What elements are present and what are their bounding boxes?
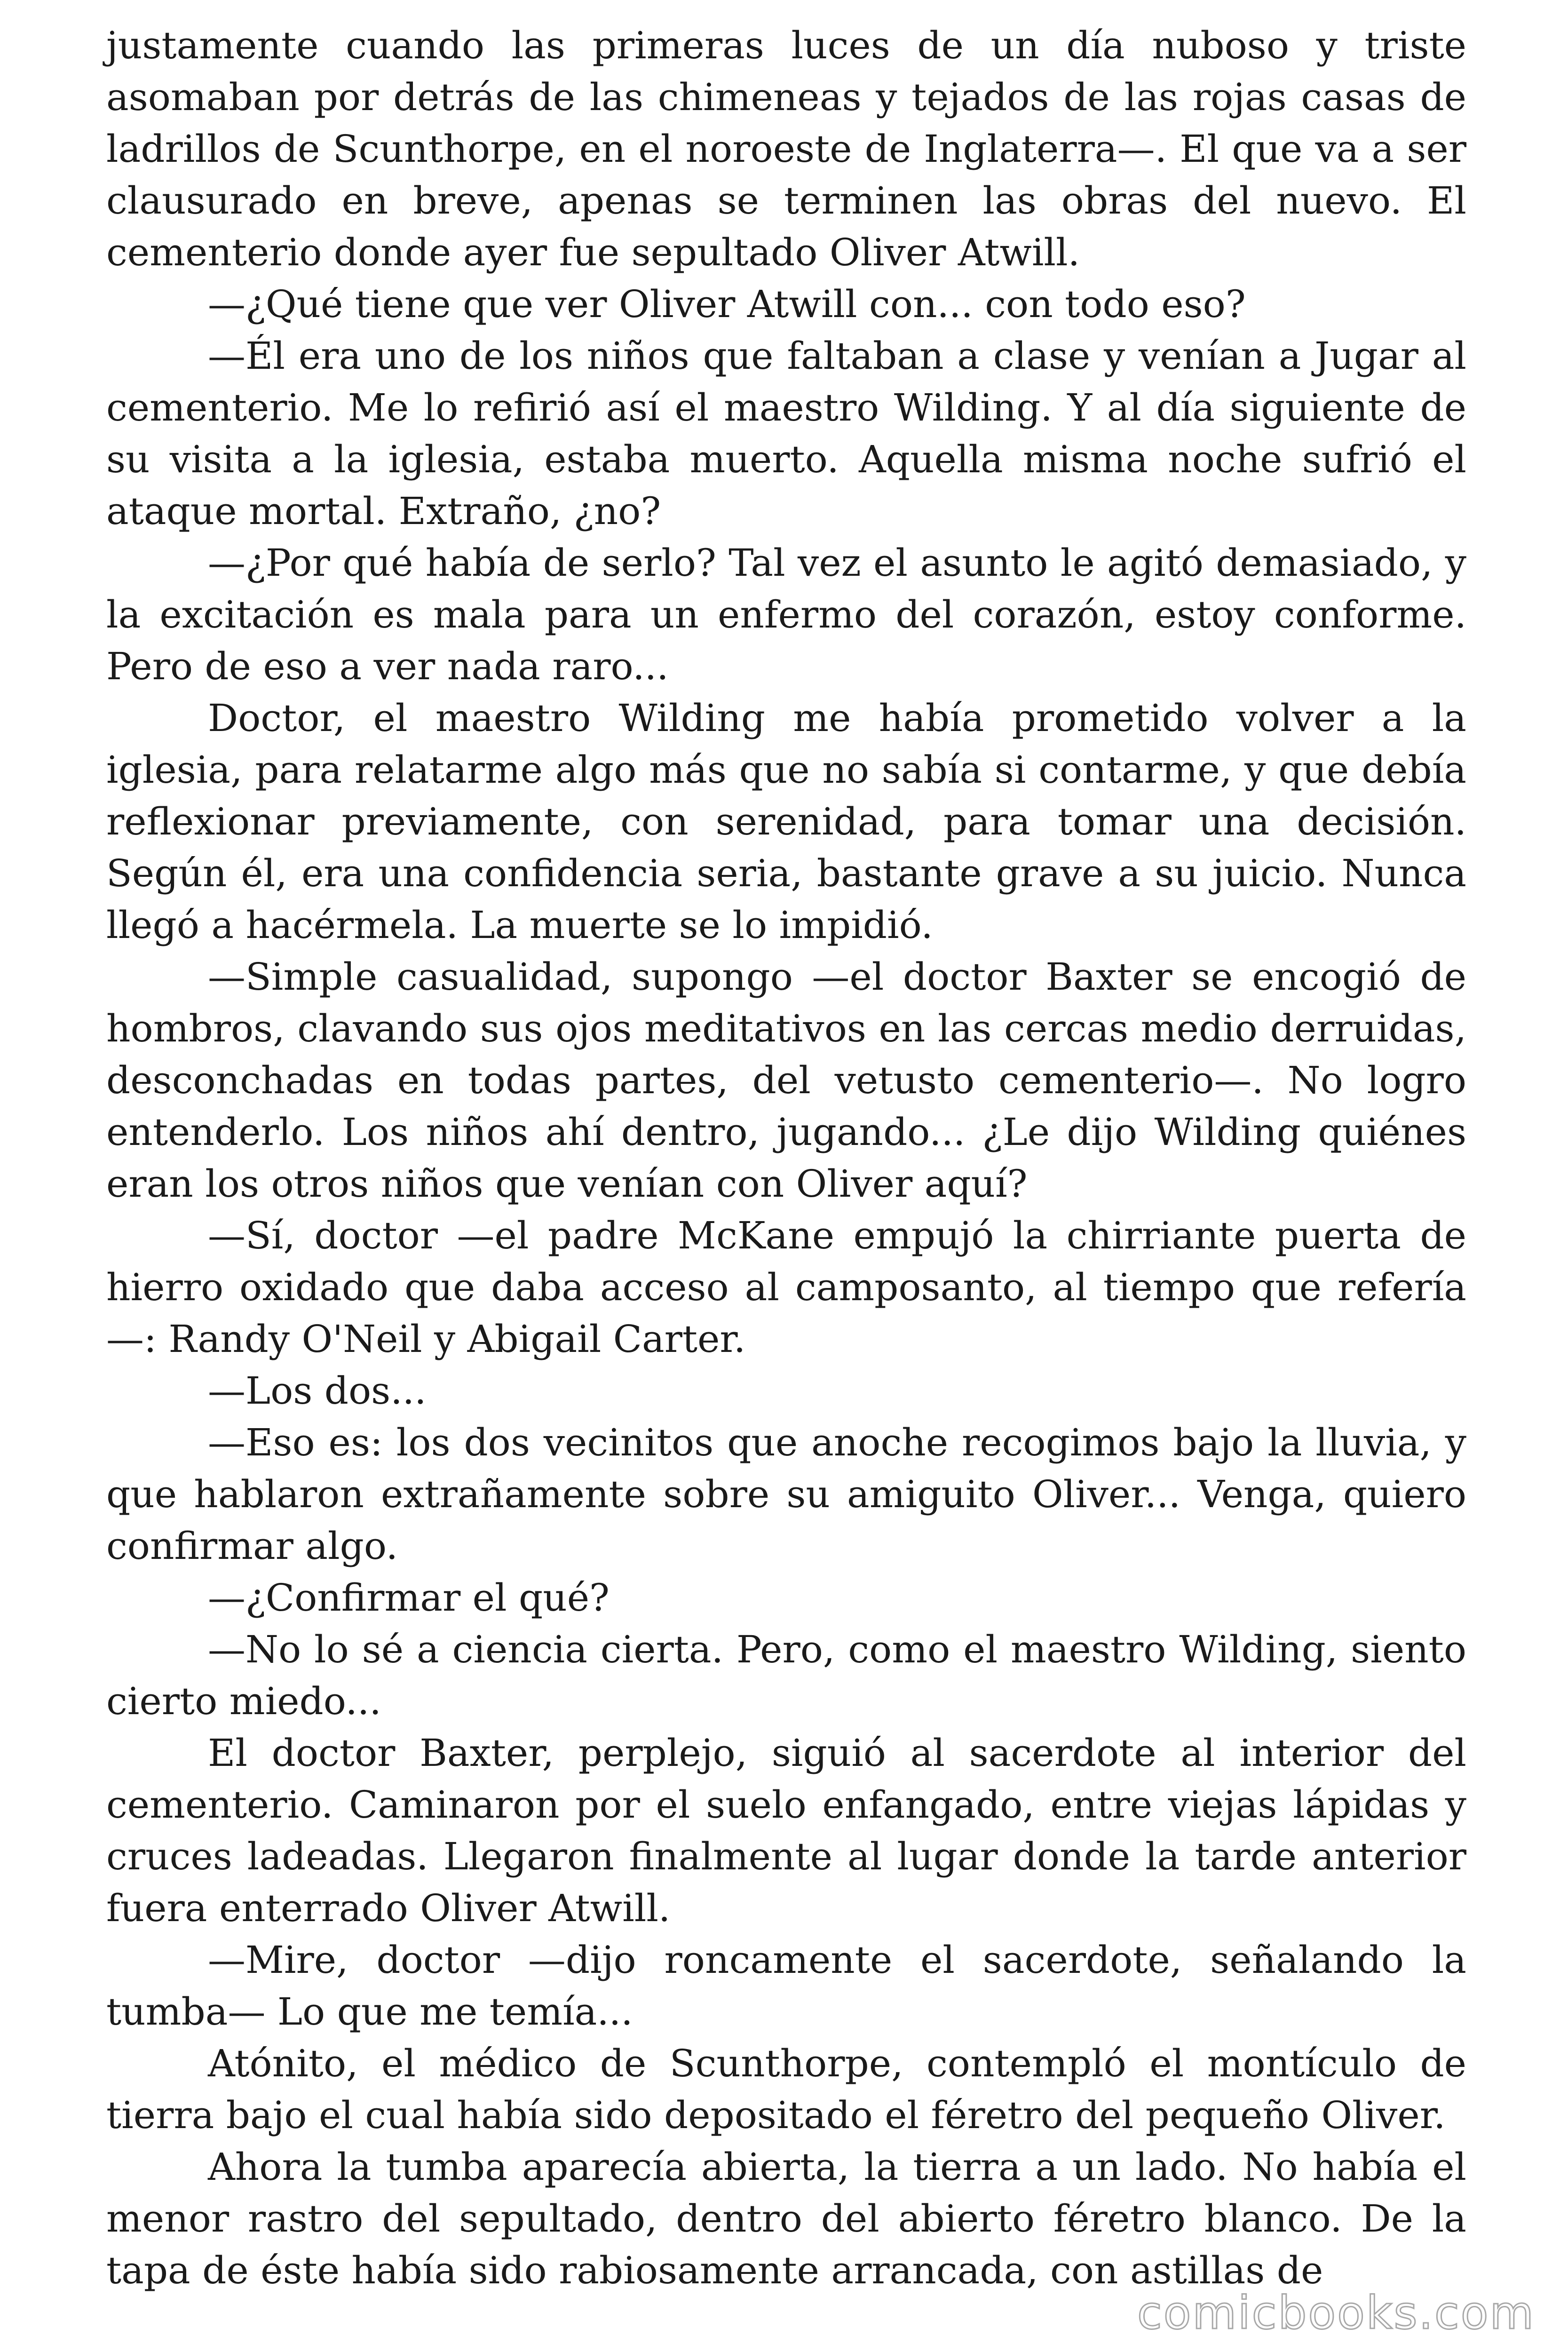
paragraph-9: —Eso es: los dos vecinitos que anoche recogimos bajo la lluvia, y que hablaron extrañamente sobre su amiguito Oliver... Venga, quiero confirmar algo. (106, 1421, 1466, 1568)
paragraph-10: —¿Confirmar el qué? (208, 1576, 610, 1620)
paragraph-15: Ahora la tumba aparecía abierta, la tierra a un lado. No había el menor rastro del sepultado, dentro del abierto féretro blanco. De la tapa de éste había sido rabiosamente arrancada, con astillas de (106, 2145, 1466, 2292)
paragraph-12: El doctor Baxter, perplejo, siguió al sacerdote al interior del cementerio. Caminaron por el suelo enfangado, entre viejas lápidas y cruces ladeadas. Llegaron finalmente al lugar donde la tarde anterior fuera enterrado Oliver Atwill. (106, 1731, 1466, 1930)
paragraph-5: Doctor, el maestro Wilding me había prometido volver a la iglesia, para relatarme algo más que no sabía si contarme, y que debía reflexionar previamente, con serenidad, para tomar una decisión. Según él, era una confidencia seria, bastante grave a su juicio. Nunca llegó a hacérmela. La muerte se lo impidió. (106, 696, 1466, 947)
paragraph-8: —Los dos... (208, 1369, 427, 1413)
paragraph-2: —¿Qué tiene que ver Oliver Atwill con... con todo eso? (208, 282, 1246, 326)
paragraph-1: justamente cuando las primeras luces de un día nuboso y triste asomaban por detrás de las chimeneas y tejados de las rojas casas de ladrillos de Scunthorpe, en el noroeste de Inglaterra—. El que va a ser clausurado en breve, apenas se terminen las obras del nuevo. El cementerio donde ayer fue sepultado Oliver Atwill. (106, 24, 1466, 274)
paragraph-11: —No lo sé a ciencia cierta. Pero, como el maestro Wilding, siento cierto miedo... (106, 1628, 1466, 1723)
paragraph-14: Atónito, el médico de Scunthorpe, contempló el montículo de tierra bajo el cual había sido depositado el féretro del pequeño Oliver. (106, 2042, 1466, 2137)
paragraph-6: —Simple casualidad, supongo —el doctor Baxter se encogió de hombros, clavando sus ojos meditativos en las cercas medio derruidas, desconchadas en todas partes, del vetusto cementerio—. No logro entenderlo. Los niños ahí dentro, jugando... ¿Le dijo Wilding quiénes eran los otros niños que venían con Oliver aquí? (106, 955, 1466, 1206)
book-page-text (106, 20, 1466, 2296)
paragraph-13: —Mire, doctor —dijo roncamente el sacerdote, señalando la tumba— Lo que me temía... (106, 1938, 1466, 2034)
paragraph-4: —¿Por qué había de serlo? Tal vez el asunto le agitó demasiado, y la excitación es mala para un enfermo del corazón, estoy conforme. Pero de eso a ver nada raro... (106, 541, 1466, 688)
site-watermark: comicbooks.com (1137, 2287, 1535, 2339)
paragraph-7: —Sí, doctor —el padre McKane empujó la chirriante puerta de hierro oxidado que daba acceso al camposanto, al tiempo que refería —: Randy O'Neil y Abigail Carter. (106, 1214, 1466, 1361)
paragraph-3: —Él era uno de los niños que faltaban a clase y venían a Jugar al cementerio. Me lo refirió así el maestro Wilding. Y al día siguiente de su visita a la iglesia, estaba muerto. Aquella misma noche sufrió el ataque mortal. Extraño, ¿no? (106, 334, 1466, 533)
